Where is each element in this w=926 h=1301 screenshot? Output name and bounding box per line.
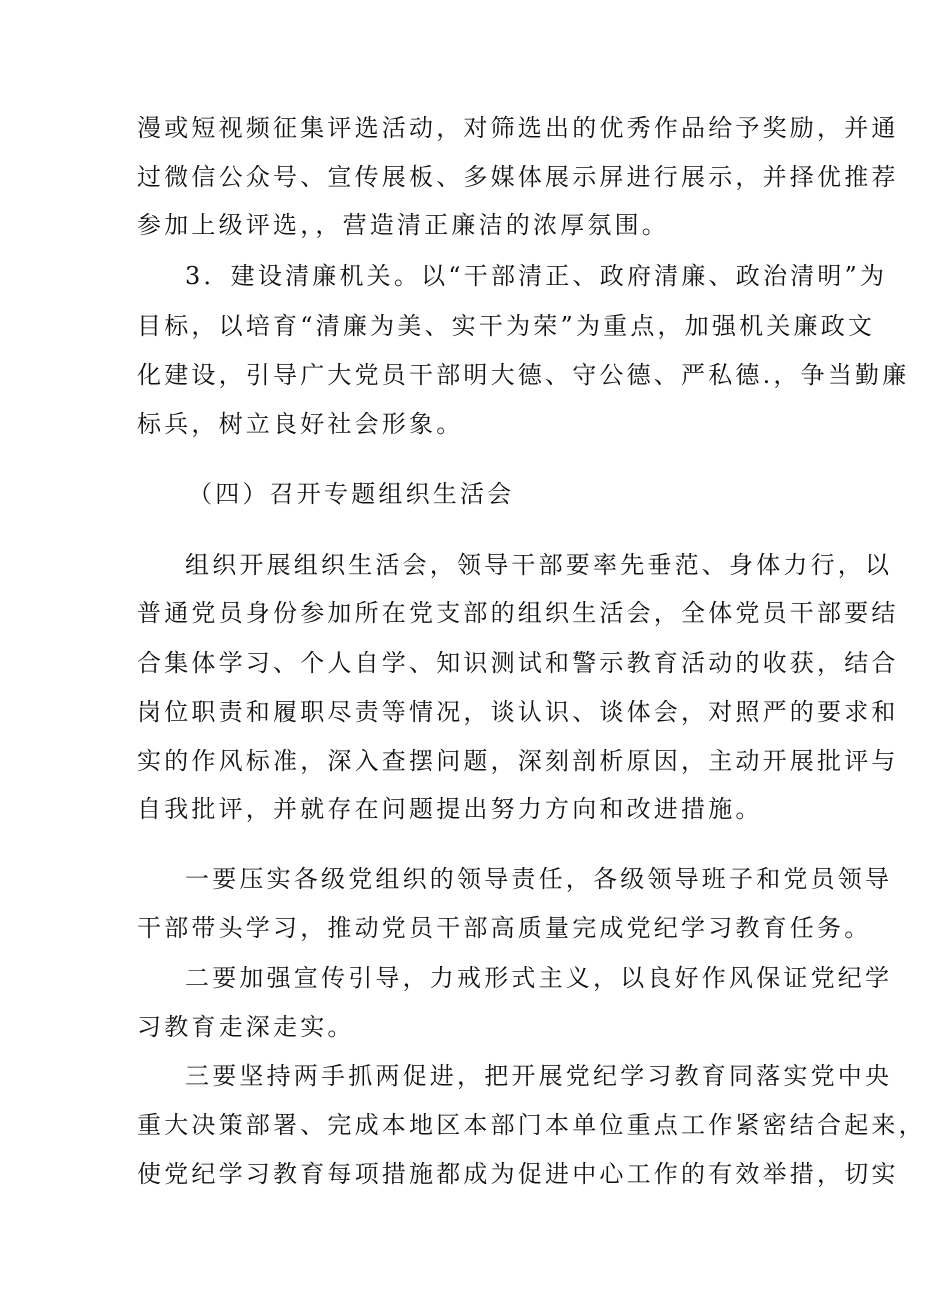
paragraph-line: 重大决策部署、完成本地区本部门本单位重点工作紧密结合起来， (137, 1111, 926, 1139)
paragraph-line: 一要压实各级党组织的领导责任，各级领导班子和党员领导 (185, 865, 893, 893)
paragraph-line: 实的作风标准，深入查摆问题，深刻剖析原因，主动开展批评与 (137, 747, 899, 775)
paragraph-line: 习教育走深走实。 (137, 1013, 355, 1041)
paragraph-line: 使党纪学习教育每项措施都成为促进中心工作的有效举措，切实 (137, 1160, 899, 1188)
paragraph-line: 化建设，引导广大党员干部明大德、守公德、严私德.，争当勤廉 (137, 361, 910, 389)
paragraph-line: 普通党员身份参加所在党支部的组织生活会，全体党员干部要结 (137, 599, 899, 627)
paragraph-line: 漫或短视频征集评选活动，对筛选出的优秀作品给予奖励，并通 (137, 114, 899, 142)
section-heading: （四）召开专题组织生活会 (188, 480, 515, 508)
paragraph-line: 自我批评，并就存在问题提出努力方向和改进措施。 (137, 795, 763, 823)
paragraph-line: 参加上级评选，，营造清正廉洁的浓厚氛围。 (137, 211, 669, 239)
paragraph-line: 3．建设清廉机关。以“干部清正、政府清廉、政治清明”为 (185, 262, 888, 290)
paragraph-line: 干部带头学习，推动党员干部高质量完成党纪学习教育任务。 (137, 914, 872, 942)
paragraph-line: 标兵，树立良好社会形象。 (137, 410, 464, 438)
paragraph-line: 合集体学习、个人自学、知识测试和警示教育活动的收获，结合 (137, 649, 899, 677)
paragraph-line: 二要加强宣传引导，力戒形式主义，以良好作风保证党纪学 (185, 964, 893, 992)
paragraph-line: 目标，以培育“清廉为美、实干为荣”为重点，加强机关廉政文 (137, 312, 876, 340)
paragraph-line: 三要坚持两手抓两促进，把开展党纪学习教育同落实党中央 (185, 1062, 893, 1090)
paragraph-line: 过微信公众号、宣传展板、多媒体展示屏进行展示，并择优推荐 (137, 163, 899, 191)
paragraph-line: 组织开展组织生活会，领导干部要率先垂范、身体力行，以 (185, 551, 893, 579)
paragraph-line: 岗位职责和履职尽责等情况，谈认识、谈体会，对照严的要求和 (137, 698, 899, 726)
